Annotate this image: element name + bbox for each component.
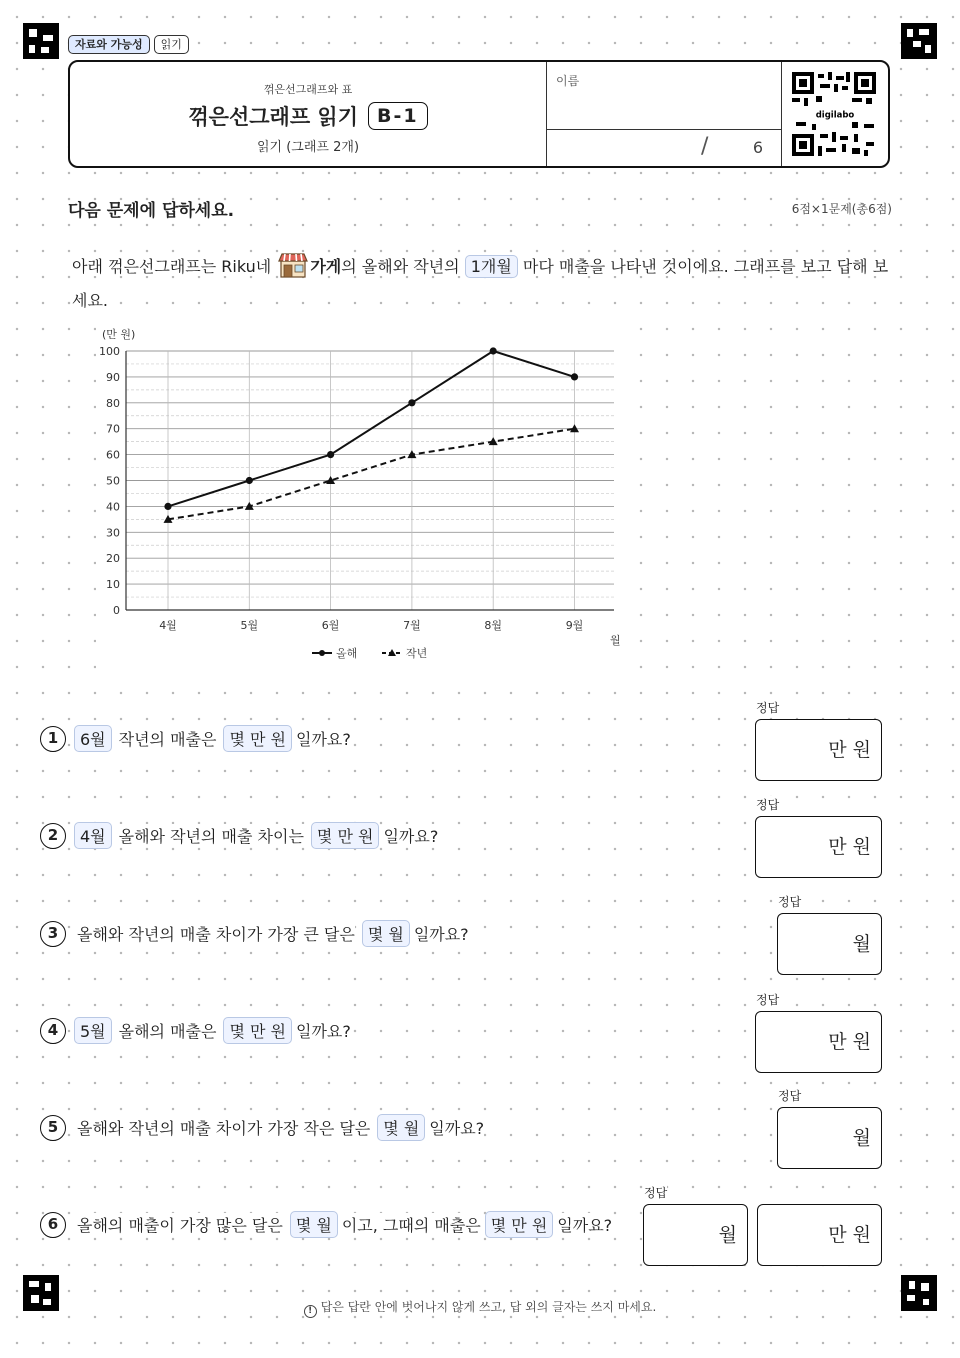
answer-unit: 월 (718, 1224, 737, 1246)
qr-code (792, 72, 876, 156)
question-text-end: 일까요? (414, 922, 469, 945)
x-axis-label: 월 (610, 634, 621, 647)
footer-text: 답은 답란 안에 벗어나지 않게 쓰고, 답 외의 글자는 쓰지 마세요. (320, 1300, 657, 1314)
divider (547, 129, 781, 130)
answer-label: 정답 (756, 701, 780, 715)
question-highlight-month: 4월 (74, 822, 112, 849)
points-info: 6점×1문제(총6점) (791, 202, 892, 216)
name-label: 이름 (556, 74, 580, 88)
y-tick-label: 60 (106, 448, 120, 462)
answer-unit: 만 원 (828, 836, 871, 858)
worksheet-header (68, 60, 890, 168)
question-text-end: 일까요? (296, 727, 351, 750)
x-tick-label: 9월 (565, 619, 584, 632)
question-text: 올해와 작년의 매출 차이가 가장 작은 달은 (77, 1116, 370, 1139)
intro-text-3: 마다 매출을 나타낸 것이에요. 그래프를 보고 답해 보세요. (72, 257, 889, 310)
data-point-circle (327, 451, 334, 458)
y-tick-label: 10 (106, 578, 120, 592)
question-highlight-ask: 몇 월 (377, 1114, 425, 1141)
answer-label: 정답 (644, 1186, 668, 1200)
answer-label: 정답 (778, 895, 802, 909)
question-highlight-ask: 몇 만 원 (311, 822, 380, 849)
data-point-circle (490, 347, 497, 354)
answer-unit: 월 (852, 1127, 871, 1149)
question-text-end: 일까요? (383, 824, 438, 847)
x-tick-label: 5월 (240, 619, 259, 632)
question-number: 5 (40, 1115, 66, 1141)
score-total: 6 (752, 138, 763, 157)
answer-box-5[interactable] (777, 1107, 882, 1169)
question-highlight-ask: 몇 월 (362, 920, 410, 947)
question-4 (40, 1017, 351, 1044)
page-title (70, 101, 546, 131)
question-highlight-ask: 몇 만 원 (223, 1017, 292, 1044)
y-tick-label: 0 (113, 604, 120, 617)
name-score-block (546, 62, 782, 166)
data-point-circle (408, 399, 415, 406)
intro-text-2: 의 올해와 작년의 (341, 257, 460, 276)
store-icon (278, 252, 308, 278)
question-text: 올해의 매출은 (119, 1019, 217, 1042)
question-number: 4 (40, 1018, 66, 1044)
info-icon: ! (304, 1305, 317, 1318)
question-text-end: 일까요? (296, 1019, 351, 1042)
question-number: 6 (40, 1212, 66, 1238)
x-tick-label: 6월 (321, 619, 340, 632)
question-highlight-month: 5월 (74, 1017, 112, 1044)
page-title-text: 꺾은선그래프 읽기 (188, 105, 358, 129)
legend-label: 올해 (336, 647, 358, 660)
answer-box-3[interactable] (777, 913, 882, 975)
answer-unit: 만 원 (828, 739, 871, 761)
y-tick-label: 40 (106, 500, 120, 514)
question-text: 올해의 매출이 가장 많은 달은 (77, 1213, 283, 1236)
question-highlight-ask: 몇 월 (290, 1211, 338, 1238)
y-tick-label: 90 (106, 370, 120, 384)
y-tick-label: 50 (106, 474, 120, 488)
unit-subtitle: 꺾은선그래프와 표 (263, 83, 353, 96)
answer-label: 정답 (756, 993, 780, 1007)
store-name: 가게 (310, 257, 342, 276)
question-highlight-month: 6월 (74, 725, 112, 752)
y-tick-label: 30 (106, 526, 120, 540)
y-tick-label: 20 (106, 552, 120, 566)
question-6 (40, 1211, 612, 1238)
sales-line-chart (96, 325, 636, 670)
question-text: 올해와 작년의 매출 차이가 가장 큰 달은 (77, 922, 355, 945)
instruction: 다음 문제에 답하세요. (68, 201, 235, 221)
x-tick-label: 7월 (403, 619, 421, 632)
period-highlight: 1개월 (465, 255, 518, 278)
question-number: 3 (40, 921, 66, 947)
question-2 (40, 822, 438, 849)
answer-label: 정답 (756, 798, 780, 812)
y-axis-label: (만 원) (102, 328, 136, 341)
answer-unit: 월 (852, 933, 871, 955)
category-tags (68, 35, 189, 54)
score-slash: / (701, 134, 709, 159)
legend-marker-circle (319, 650, 325, 656)
answer-unit: 만 원 (828, 1031, 871, 1053)
question-text-mid: 이고, 그때의 매출은 (342, 1213, 481, 1236)
intro-paragraph (72, 250, 890, 318)
question-highlight-ask: 몇 만 원 (223, 725, 292, 752)
intro-text-1: 아래 꺾은선그래프는 Riku네 (72, 257, 272, 276)
answer-unit: 만 원 (828, 1224, 871, 1246)
answer-label: 정답 (778, 1089, 802, 1103)
answer-box-4[interactable] (755, 1011, 882, 1073)
question-number: 1 (40, 726, 66, 752)
corner-marker-top-right (901, 23, 937, 59)
question-number: 2 (40, 823, 66, 849)
data-point-circle (571, 373, 578, 380)
question-text-end: 일까요? (429, 1116, 484, 1139)
question-text: 올해와 작년의 매출 차이는 (119, 824, 304, 847)
y-tick-label: 70 (106, 422, 120, 436)
question-highlight-ask-2: 몇 만 원 (485, 1211, 554, 1238)
x-tick-label: 4월 (159, 619, 177, 632)
skill-tag: 읽기 (154, 35, 189, 54)
answer-box-6-amount[interactable] (757, 1204, 882, 1266)
question-1 (40, 725, 351, 752)
y-tick-label: 100 (99, 345, 120, 358)
x-tick-label: 8월 (484, 619, 503, 632)
question-text: 작년의 매출은 (119, 727, 217, 750)
legend-label: 작년 (406, 647, 428, 660)
title-block (70, 62, 546, 166)
category-tag: 자료와 가능성 (68, 35, 150, 54)
question-3 (40, 920, 469, 947)
question-text-end: 일까요? (557, 1213, 612, 1236)
question-5 (40, 1114, 484, 1141)
data-point-circle (246, 477, 253, 484)
answer-box-6-month[interactable] (643, 1204, 748, 1266)
worksheet-code: B-1 (368, 102, 428, 130)
data-point-circle (164, 503, 171, 510)
answer-box-1[interactable] (755, 719, 882, 781)
worksheet-subtitle: 읽기 (그래프 2개) (256, 140, 360, 155)
answer-box-2[interactable] (755, 816, 882, 878)
qr-label: digilabo (815, 110, 855, 121)
footer-note (0, 1298, 960, 1318)
corner-marker-top-left (23, 23, 59, 59)
y-tick-label: 80 (106, 396, 120, 410)
